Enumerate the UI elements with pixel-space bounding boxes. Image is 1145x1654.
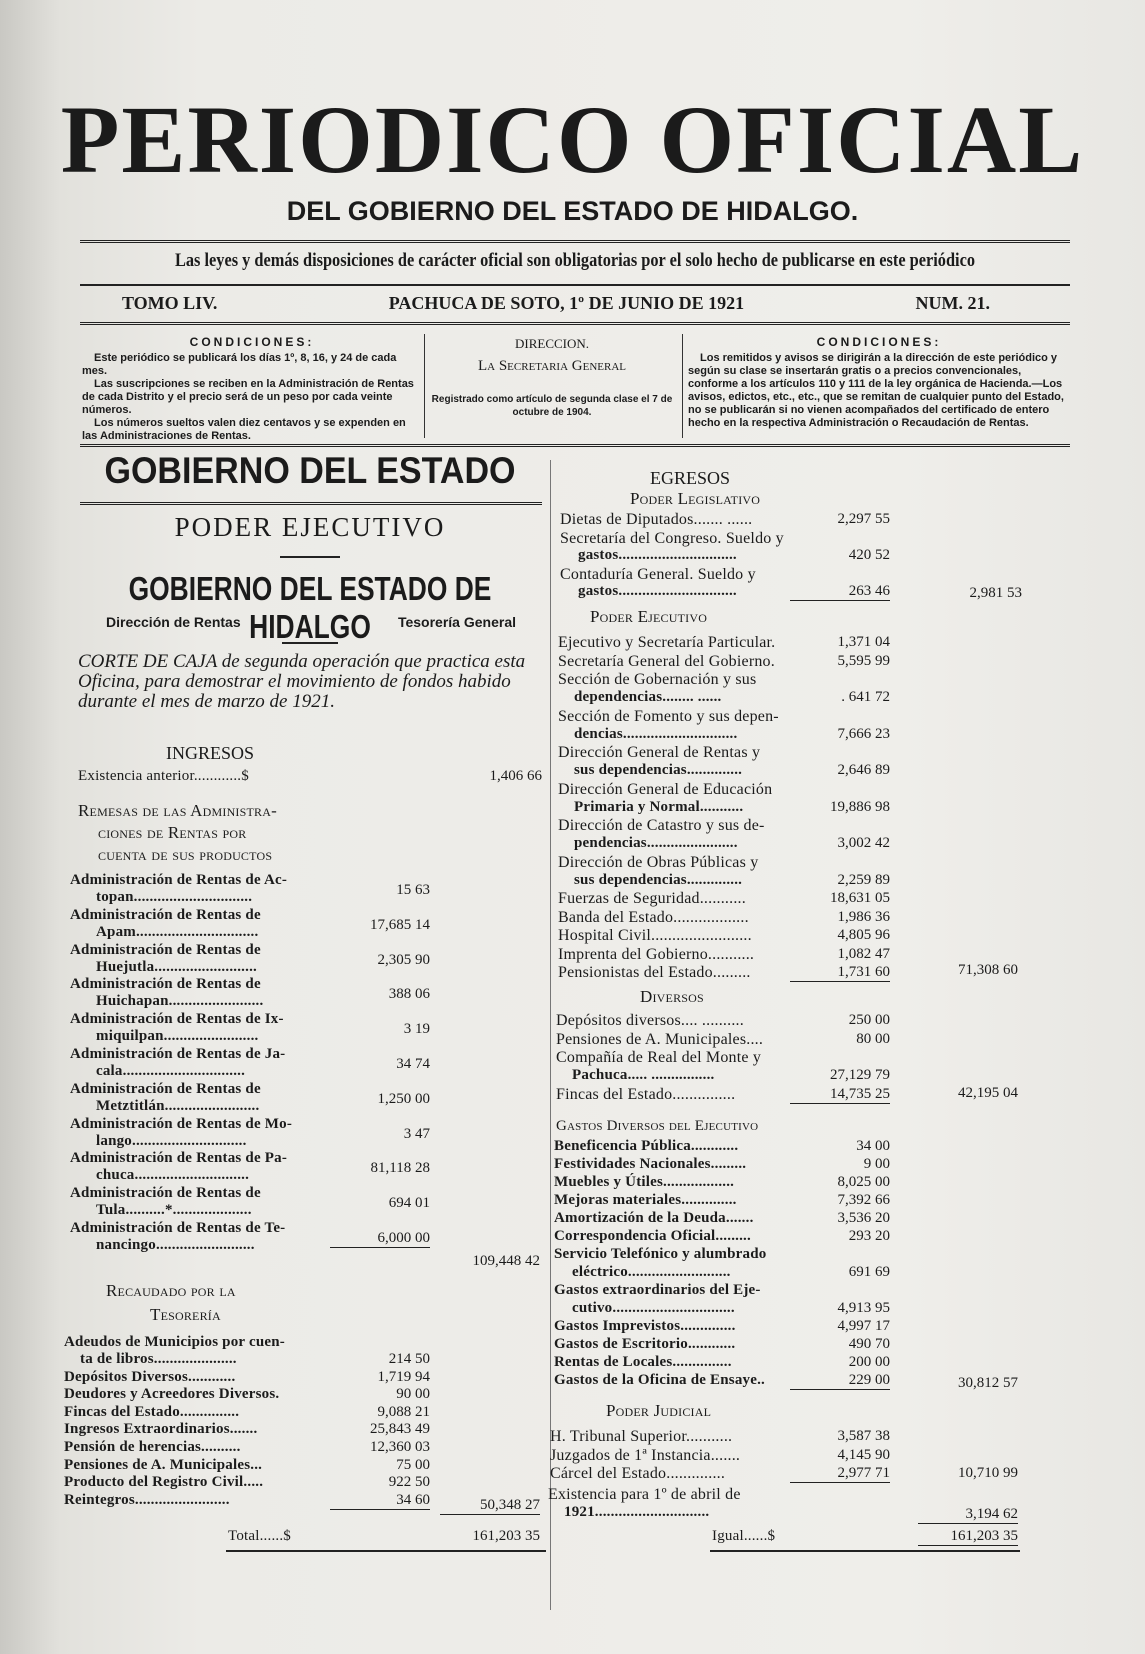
legislativo-item-amount: 420 52	[848, 547, 890, 563]
diversos-item-label: Compañía de Real del Monte y	[556, 1049, 762, 1066]
remesas-heading: cuenta de sus productos	[98, 845, 273, 864]
gastos-item-label: Rentas de Locales...............	[554, 1354, 732, 1370]
gastos-item-label: cutivo...............................	[572, 1300, 735, 1316]
gastos-item-label: Servicio Telefónico y alumbrado	[554, 1246, 767, 1262]
gastos-item-amount: 7,392 66	[837, 1192, 890, 1208]
tomo: TOMO LIV.	[122, 293, 218, 313]
admin-item-label: miquilpan........................	[96, 1028, 259, 1045]
tesoreria-item-amount: 922 50	[388, 1474, 430, 1491]
existencia-final-total: 3,194 62	[918, 1506, 1018, 1524]
recaudado-heading: Tesorería	[150, 1305, 221, 1324]
diversos-item-amount: 14,735 25	[790, 1086, 890, 1104]
gastos-item-label: Correspondencia Oficial.........	[554, 1228, 751, 1244]
admin-item-amount: 3 19	[403, 1021, 430, 1038]
admin-item-label: cala...............................	[96, 1063, 246, 1079]
ejecutivo-item-amount: 3,002 42	[837, 835, 890, 851]
admin-item-label: Administración de Rentas de Ja-	[70, 1046, 286, 1062]
ejecutivo-item-label: Dirección de Catastro y sus de-	[558, 817, 765, 834]
diversos-item-label: Depósitos diversos.... ..........	[556, 1012, 744, 1029]
masthead-title: PERIODICO OFICIAL	[60, 86, 1085, 193]
section-rule	[80, 502, 542, 505]
tesoreria-item-label: Ingresos Extraordinarios.......	[64, 1421, 258, 1438]
masthead-subtitle: DEL GOBIERNO DEL ESTADO DE HIDALGO.	[286, 196, 859, 226]
gastos-heading: Gastos Diversos del Ejecutivo	[556, 1118, 759, 1134]
ejecutivo-item-amount: 19,886 98	[830, 798, 890, 815]
admin-item-amount: 694 01	[388, 1195, 430, 1212]
tesoreria-item-amount: 34 60	[330, 1492, 430, 1510]
conditions-left	[82, 336, 422, 440]
corte-de-caja-intro: CORTE DE CAJA de segunda operación que practica esta Oficina, para demostrar el movimiento de fondos habido durante el mes de marzo de 1921.	[78, 651, 526, 712]
admin-item-label: Administración de Rentas de Ac-	[70, 872, 288, 888]
admin-item-amount: 15 63	[396, 882, 430, 898]
header-rule	[80, 240, 1070, 243]
tesoreria-item-label: Pensiones de A. Municipales...	[64, 1456, 263, 1473]
tesoreria-item-amount: 75 00	[396, 1456, 430, 1473]
tesoreria-item-label: Fincas del Estado...............	[64, 1403, 240, 1420]
admin-item-amount: 388 06	[388, 986, 430, 1003]
diversos-item-label: Pachuca..... ................	[572, 1067, 715, 1083]
igual-label: Igual......$	[712, 1528, 776, 1544]
existencia-final-label: 1921.............................	[564, 1504, 710, 1520]
tesoreria-general: Tesorería General	[397, 614, 516, 630]
issue-number: NUM. 21.	[915, 293, 990, 313]
legislativo-item-label: Contaduría General. Sueldo y	[560, 566, 756, 583]
diversos-item-label: Pensiones de A. Municipales....	[556, 1030, 764, 1048]
section-title: GOBIERNO DEL ESTADO	[104, 450, 516, 491]
tesoreria-item-amount: 90 00	[396, 1386, 430, 1403]
ejecutivo-total: 71,308 60	[958, 962, 1018, 978]
total-rule	[226, 1550, 546, 1552]
ejecutivo-item-label: Ejecutivo y Secretaría Particular.	[558, 634, 776, 651]
gastos-item-label: Festividades Nacionales.........	[554, 1156, 747, 1172]
admin-item-label: Huejutla..........................	[96, 958, 257, 975]
condition-text: Los remitidos y avisos se dirigirán a la dirección de este periódico y según su clase se insertarán gratis o a precios convencionales, conforme a los artículos 110 y 111 de la ley orgánica de Hacienda.—Los avisos, edictos, etc., etc., que se remitan de cualquier punto del Estado, no se publicarán si no vienen acompañados del certificado de entero hecho en la respectiva Administración o Recaudación de Rentas.	[688, 352, 1064, 429]
ejecutivo-item-amount: 7,666 23	[837, 725, 890, 742]
admin-item-label: Apam...............................	[96, 923, 259, 940]
gastos-item-amount: 8,025 00	[837, 1174, 890, 1190]
ejecutivo-item-amount: 2,646 89	[837, 762, 890, 778]
legal-notice: Las leyes y demás disposiciones de carácter oficial son obligatorias por el solo hecho de publicarse en este periódico	[174, 250, 976, 271]
direccion-label: DIRECCION.	[514, 336, 590, 351]
existencia-final-label: Existencia para 1º de abril de	[548, 1486, 741, 1503]
admin-item-label: Administración de Rentas de	[70, 906, 261, 923]
tesoreria-item-amount: 9,088 21	[377, 1403, 430, 1420]
existencia-label: Existencia anterior............$	[78, 768, 249, 784]
tesoreria-item-label: Pensión de herencias..........	[64, 1439, 241, 1455]
tesoreria-item-amount: 12,360 03	[370, 1439, 430, 1455]
egresos-heading: EGRESOS	[649, 468, 730, 488]
tesoreria-item-label: Deudores y Acreedores Diversos.	[64, 1386, 280, 1403]
office-row	[106, 614, 516, 630]
legislativo-item-label: gastos..............................	[578, 547, 737, 563]
total-label: Total......$	[228, 1528, 292, 1544]
tesoreria-item-label: Adeudos de Municipios por cuen-	[64, 1334, 285, 1350]
box-divider	[682, 334, 683, 438]
judicial-heading: Poder Judicial	[606, 1401, 712, 1420]
admin-item-label: Tula..........*....................	[96, 1202, 252, 1219]
ejecutivo-item-label: Primaria y Normal...........	[574, 798, 744, 815]
tesoreria-item-amount: 1,719 94	[377, 1368, 430, 1385]
admin-item-label: Huichapan........................	[96, 993, 264, 1010]
issue-line	[122, 293, 990, 314]
ejecutivo-item-label: Secretaría General del Gobierno.	[558, 652, 775, 670]
condition-text: Este periódico se publicará los días 1º, 8, 16, y 24 de cada mes.	[82, 352, 397, 377]
diversos-item-label: Fincas del Estado...............	[556, 1085, 736, 1103]
tesoreria-total: 50,348 27	[440, 1497, 540, 1515]
gastos-item-amount: 9 00	[863, 1156, 890, 1172]
direccion-box	[428, 336, 676, 419]
admin-item-label: Metztitlán........................	[96, 1097, 260, 1114]
conditions-title: CONDICIONES:	[189, 335, 315, 349]
gastos-item-label: Mejoras materiales..............	[554, 1192, 737, 1208]
ejecutivo-item-label: Fuerzas de Seguridad...........	[558, 890, 746, 907]
legislativo-item-label: Dietas de Diputados....... ......	[560, 511, 753, 528]
condition-text: Los números sueltos valen diez centavos y se expenden en las Administraciones de Rentas.	[82, 417, 406, 442]
admin-item-label: Administración de Rentas de Pa-	[70, 1150, 288, 1167]
admin-item-amount: 2,305 90	[377, 951, 430, 968]
diversos-item-amount: 250 00	[848, 1012, 890, 1028]
ejecutivo-item-amount: . 641 72	[841, 689, 890, 705]
diversos-heading: Diversos	[640, 987, 704, 1006]
admin-item-label: chuca.............................	[96, 1167, 250, 1184]
ejecutivo-item-amount: 1,082 47	[837, 945, 890, 962]
gastos-item-label: Gastos de Escritorio............	[554, 1336, 736, 1352]
gastos-item-amount: 293 20	[848, 1228, 890, 1244]
ejecutivo-item-amount: 1,986 36	[837, 908, 890, 925]
admin-item-label: Administración de Rentas de	[70, 941, 261, 958]
tesoreria-item-amount: 214 50	[388, 1351, 430, 1367]
ejecutivo-item-label: pendencias.......................	[574, 835, 738, 851]
legislativo-total: 2,981 53	[969, 585, 1022, 601]
legislativo-heading: Poder Legislativo	[630, 489, 761, 508]
judicial-item-amount: 3,587 38	[837, 1428, 890, 1444]
tesoreria-item-label: Depósitos Diversos............	[64, 1368, 236, 1385]
admin-item-label: Administración de Rentas de	[70, 1185, 261, 1202]
admin-item-amount: 34 74	[396, 1056, 430, 1072]
admin-item-amount: 3 47	[403, 1125, 430, 1142]
gastos-item-label: Amortización de la Deuda.......	[554, 1210, 754, 1226]
ingresos-heading: INGRESOS	[165, 743, 254, 763]
tesoreria-item-label: Reintegros........................	[64, 1491, 230, 1508]
admin-item-label: Administración de Rentas de Te-	[70, 1220, 286, 1236]
recaudado-heading: Recaudado por la	[106, 1281, 236, 1300]
igual-total: 161,203 35	[918, 1528, 1018, 1546]
judicial-item-label: Cárcel del Estado..............	[550, 1465, 726, 1482]
ejecutivo-item-label: Dirección General de Educación	[558, 780, 773, 798]
admin-item-label: Administración de Rentas de Ix-	[70, 1011, 284, 1028]
legislativo-item-amount: 263 46	[790, 583, 890, 601]
ejecutivo-item-amount: 1,731 60	[790, 964, 890, 982]
condition-text: Las suscripciones se reciben en la Administración de Rentas de cada Distrito y el precio será de un peso por cada veinte números.	[82, 378, 414, 416]
ejecutivo-item-label: sus dependencias..............	[574, 871, 743, 888]
admin-item-label: Administración de Rentas de Mo-	[70, 1115, 293, 1132]
ejecutivo-item-amount: 18,631 05	[830, 890, 890, 906]
ejecutivo-item-label: Sección de Fomento y sus depen-	[558, 707, 779, 725]
grand-total: 161,203 35	[472, 1528, 540, 1544]
judicial-item-label: Juzgados de 1ª Instancia.......	[550, 1446, 741, 1464]
gastos-item-label: Beneficencia Pública............	[554, 1138, 739, 1154]
direccion-rentas: Dirección de Rentas	[106, 614, 241, 630]
registro-text: Registrado como artículo de segunda clase el 7 de octubre de 1904.	[431, 394, 673, 418]
gastos-item-label: Gastos extraordinarios del Eje-	[554, 1282, 761, 1298]
admin-item-label: Administración de Rentas de	[70, 1080, 261, 1097]
gastos-item-amount: 4,913 95	[837, 1300, 890, 1316]
total-rule	[710, 1550, 1020, 1552]
admin-item-amount: 81,118 28	[370, 1160, 430, 1177]
header-rule	[80, 284, 1070, 286]
diversos-item-amount: 80 00	[856, 1030, 890, 1047]
admin-item-amount: 17,685 14	[370, 916, 430, 933]
legislativo-item-label: gastos..............................	[578, 583, 737, 599]
judicial-item-amount: 4,145 90	[837, 1446, 890, 1463]
dateline: PACHUCA DE SOTO, 1º DE JUNIO DE 1921	[388, 293, 745, 313]
ejecutivo-item-label: Imprenta del Gobierno...........	[558, 945, 755, 963]
legislativo-item-label: Secretaría del Congreso. Sueldo y	[560, 530, 784, 547]
ejecutivo-item-label: Sección de Gobernación y sus	[558, 671, 757, 688]
ejecutivo-item-label: dependencias........ ......	[574, 689, 722, 705]
remesas-heading: ciones de Rentas por	[98, 823, 247, 842]
gastos-item-amount: 34 00	[856, 1138, 890, 1154]
ejecutivo-item-amount: 4,805 96	[837, 927, 890, 943]
direccion-name: La Secretaria General	[477, 358, 626, 374]
admin-item-label: lango.............................	[96, 1132, 247, 1149]
ejecutivo-heading: Poder Ejecutivo	[590, 607, 708, 626]
gobierno-hidalgo-heading: GOBIERNO DEL ESTADO DE HIDALGO	[128, 570, 492, 645]
gastos-total: 30,812 57	[958, 1375, 1018, 1391]
judicial-item-label: H. Tribunal Superior...........	[550, 1428, 733, 1445]
gastos-item-label: Muebles y Útiles..................	[554, 1174, 735, 1190]
gastos-item-amount: 3,536 20	[837, 1210, 890, 1226]
ejecutivo-item-label: sus dependencias..............	[574, 762, 743, 778]
box-divider	[424, 334, 425, 438]
gastos-item-amount: 691 69	[848, 1264, 890, 1280]
ejecutivo-item-amount: 5,595 99	[837, 652, 890, 669]
gastos-item-amount: 4,997 17	[837, 1318, 890, 1334]
ejecutivo-item-label: dencias.............................	[574, 725, 738, 742]
ejecutivo-item-label: Hospital Civil........................	[558, 927, 752, 944]
remesas-heading: Remesas de las Administra-	[78, 801, 277, 820]
ejecutivo-item-label: Dirección de Obras Públicas y	[558, 853, 759, 871]
gastos-item-label: Gastos de la Oficina de Ensaye..	[554, 1372, 765, 1388]
gastos-item-amount: 490 70	[848, 1336, 890, 1352]
judicial-total: 10,710 99	[958, 1465, 1018, 1481]
poder-ejecutivo-heading: PODER EJECUTIVO	[174, 512, 446, 542]
admin-total: 109,448 42	[472, 1253, 540, 1269]
conditions-title: CONDICIONES:	[816, 335, 942, 349]
gastos-item-amount: 200 00	[848, 1354, 890, 1370]
diversos-total: 42,195 04	[958, 1085, 1018, 1101]
judicial-item-amount: 2,977 71	[790, 1465, 890, 1483]
ejecutivo-item-label: Banda del Estado..................	[558, 908, 749, 926]
tesoreria-item-label: Producto del Registro Civil.....	[64, 1474, 264, 1491]
header-rule	[80, 444, 1070, 447]
admin-item-label: nancingo.........................	[96, 1237, 255, 1253]
conditions-right	[688, 336, 1070, 440]
admin-item-amount: 6,000 00	[330, 1230, 430, 1248]
existencia-total: 1,406 66	[489, 768, 542, 784]
ejecutivo-item-amount: 1,371 04	[837, 634, 890, 650]
short-rule	[282, 642, 338, 644]
gastos-item-label: Gastos Imprevistos..............	[554, 1318, 736, 1334]
admin-item-amount: 1,250 00	[377, 1090, 430, 1107]
ejecutivo-item-label: Pensionistas del Estado.........	[558, 964, 751, 981]
admin-item-label: topan..............................	[96, 889, 253, 905]
gastos-item-label: eléctrico..........................	[572, 1264, 731, 1280]
short-rule	[280, 556, 340, 558]
diversos-item-amount: 27,129 79	[830, 1067, 890, 1083]
ejecutivo-item-amount: 2,259 89	[837, 871, 890, 888]
admin-item-label: Administración de Rentas de	[70, 976, 261, 993]
header-rule	[80, 322, 1070, 325]
tesoreria-item-amount: 25,843 49	[370, 1421, 430, 1438]
legislativo-item-amount: 2,297 55	[837, 511, 890, 527]
tesoreria-item-label: ta de libros.....................	[80, 1351, 237, 1367]
ejecutivo-item-label: Dirección General de Rentas y	[558, 744, 761, 761]
gastos-item-amount: 229 00	[790, 1372, 890, 1390]
